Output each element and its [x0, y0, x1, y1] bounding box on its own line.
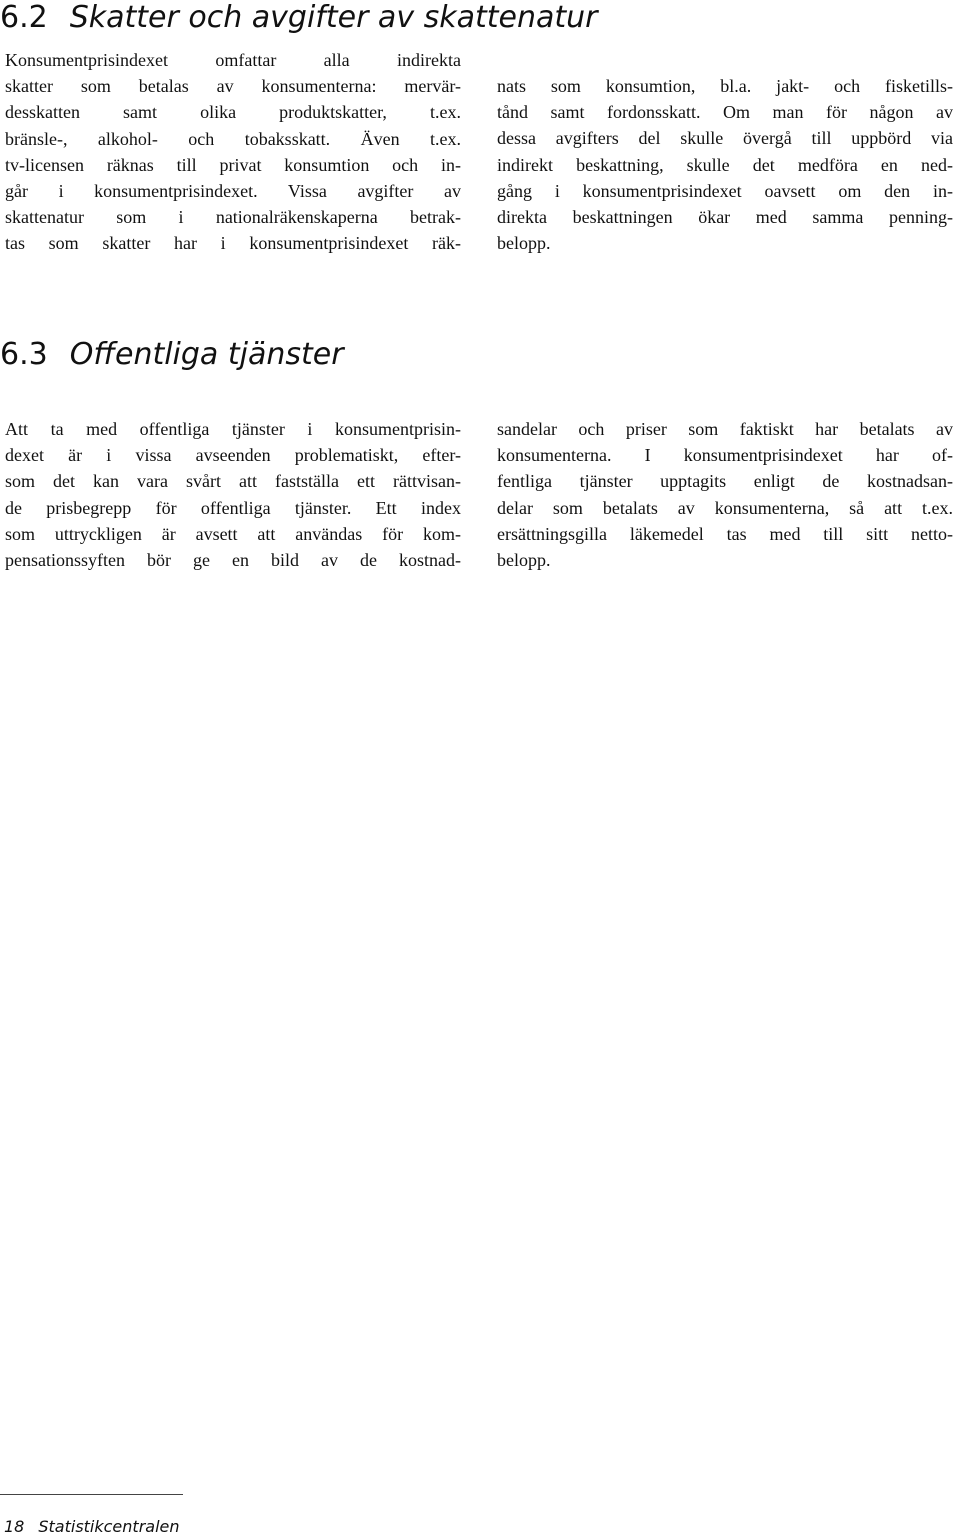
text-line: desskatten samt olika produktskatter, t.ex. [5, 102, 461, 123]
text-line: skatter som betalas av konsumenterna: mervär- [5, 76, 461, 97]
text-line: skattenatur som i nationalräkenskaperna betrak- [5, 207, 461, 228]
text-line: indirekt beskattning, skulle det medföra en ned- [497, 154, 953, 175]
text-line: sandelar och priser som faktiskt har betalats av [497, 419, 953, 439]
text-line: tas som skatter har i konsumentprisindexet räk- [5, 233, 461, 254]
text-line: bränsle-, alkohol- och tobaksskatt. Även t.ex. [5, 128, 461, 149]
section-6-3-right-column [497, 416, 953, 573]
text-line: går i konsumentprisindexet. Vissa avgifter av [5, 180, 461, 201]
section-title: Offentliga tjänster [69, 337, 344, 372]
text-line: belopp. [497, 549, 551, 570]
section-number: 6.3 [0, 337, 48, 372]
footer-rule [0, 1494, 183, 1495]
text-line: delar som betalats av konsumenterna, så att t.ex. [497, 497, 953, 518]
text-line: som det kan vara svårt att fastställa ett rättvisan- [5, 471, 461, 492]
text-line: tv-licensen räknas till privat konsumtion och in- [5, 154, 461, 175]
text-line: nats som konsumtion, bl.a. jakt- och fisketills- [497, 76, 953, 96]
text-line: dessa avgifters del skulle övergå till uppbörd via [497, 128, 953, 149]
text-line: belopp. [497, 233, 551, 254]
text-line: de prisbegrepp för offentliga tjänster. Ett index [5, 497, 461, 518]
text-line: direkta beskattningen ökar med samma penning- [497, 206, 953, 227]
page-number: 18 [4, 1517, 25, 1536]
text-line: dexet är i vissa avseenden problematiskt, efter- [5, 445, 461, 466]
text-line: gång i konsumentprisindexet oavsett om den in- [497, 180, 953, 201]
page-footer [4, 1517, 180, 1537]
text-line: konsumenterna. I konsumentprisindexet har of- [497, 445, 953, 466]
publisher-name: Statistikcentralen [38, 1517, 180, 1536]
text-line: fentliga tjänster upptagits enligt de kostnadsan- [497, 471, 953, 492]
text-line: ersättningsgilla läkemedel tas med till sitt netto- [497, 523, 953, 544]
section-title: Skatter och avgifter av skattenatur [69, 0, 598, 35]
section-6-3-left-column [5, 416, 461, 573]
section-heading-6-3 [0, 337, 344, 373]
section-number: 6.2 [0, 0, 48, 35]
text-line: Att ta med offentliga tjänster i konsumentprisin- [5, 419, 461, 439]
text-line: som uttryckligen är avsett att användas för kom- [5, 523, 461, 544]
section-heading-6-2 [0, 0, 598, 36]
text-line: tånd samt fordonsskatt. Om man för någon av [497, 102, 953, 123]
text-line: Konsumentprisindexet omfattar alla indirekta [5, 50, 461, 70]
section-6-2-right-column [497, 73, 953, 256]
text-line: pensationssyften bör ge en bild av de kostnad- [5, 549, 461, 570]
section-6-2-left-column [5, 47, 461, 257]
